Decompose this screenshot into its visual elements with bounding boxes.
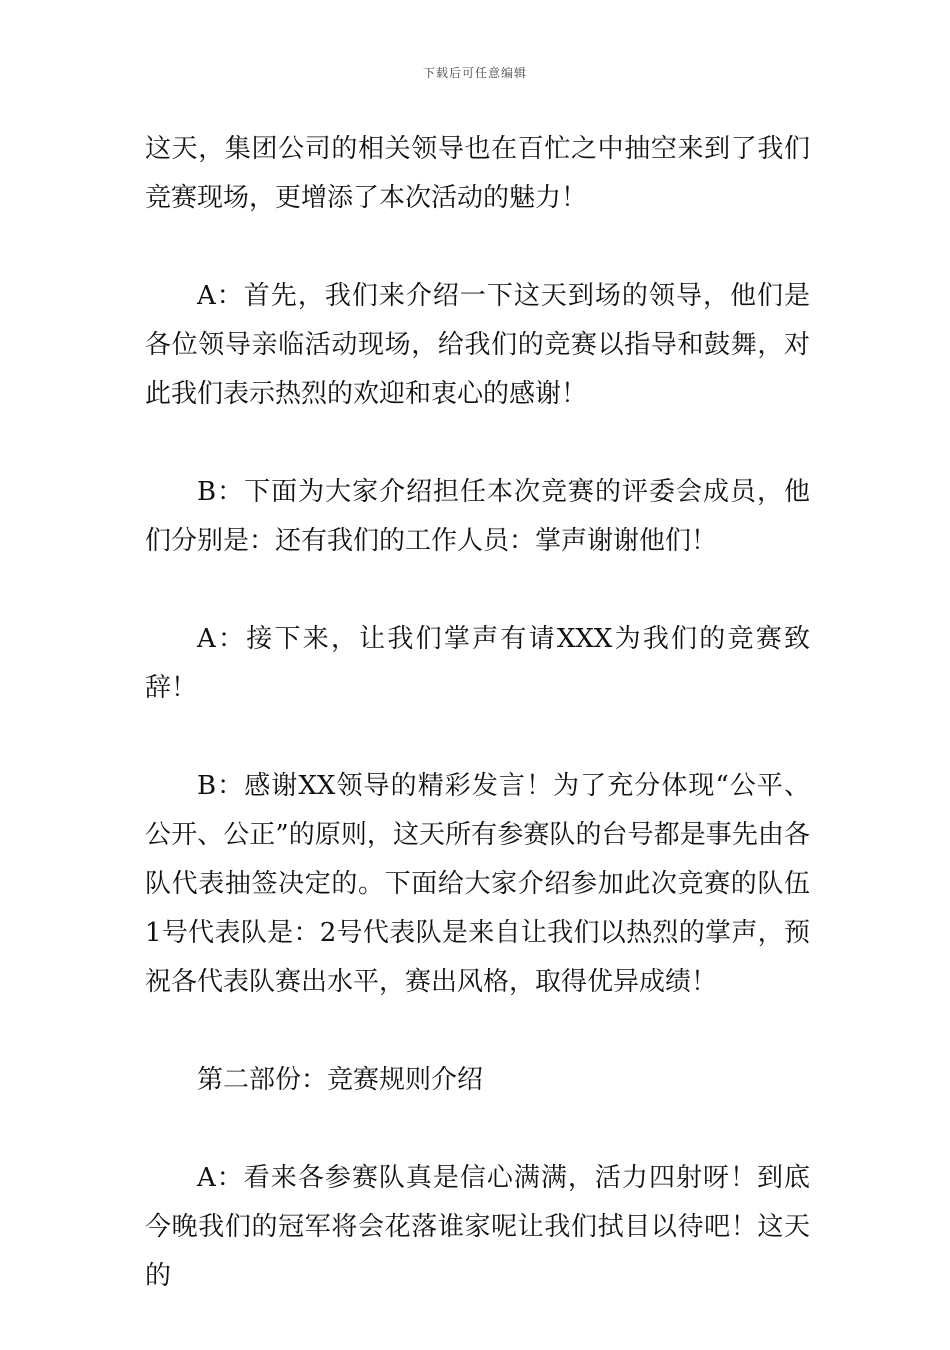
paragraph-5: B：感谢XX领导的精彩发言！为了充分体现“公平、公开、公正”的原则，这天所有参赛队的台号都是事先由各队代表抽签决定的。下面给大家介绍参加此次竞赛的队伍1号代表队是：2号代表队是来自让我们以热烈的掌声，预祝各代表队赛出水平，赛出风格，取得优异成绩！ [145, 771, 810, 997]
paragraph-1: 这天，集团公司的相关领导也在百忙之中抽空来到了我们竞赛现场，更增添了本次活动的魅力！ [145, 134, 810, 213]
document-body [145, 125, 810, 1350]
paragraph-4: A：接下来，让我们掌声有请XXX为我们的竞赛致辞！ [145, 624, 810, 703]
page-header: 下载后可任意编辑 [422, 66, 527, 80]
paragraph-7: A：看来各参赛队真是信心满满，活力四射呀！到底今晚我们的冠军将会花落谁家呢让我们拭目以待吧！这天的 [145, 1163, 810, 1291]
paragraph-2: A：首先，我们来介绍一下这天到场的领导，他们是各位领导亲临活动现场，给我们的竞赛以指导和鼓舞，对此我们表示热烈的欢迎和衷心的感谢！ [145, 281, 810, 409]
section-heading: 第二部份：竞赛规则介绍 [197, 1065, 484, 1095]
paragraph-3: B：下面为大家介绍担任本次竞赛的评委会成员，他们分别是：还有我们的工作人员：掌声谢谢他们！ [145, 477, 810, 556]
